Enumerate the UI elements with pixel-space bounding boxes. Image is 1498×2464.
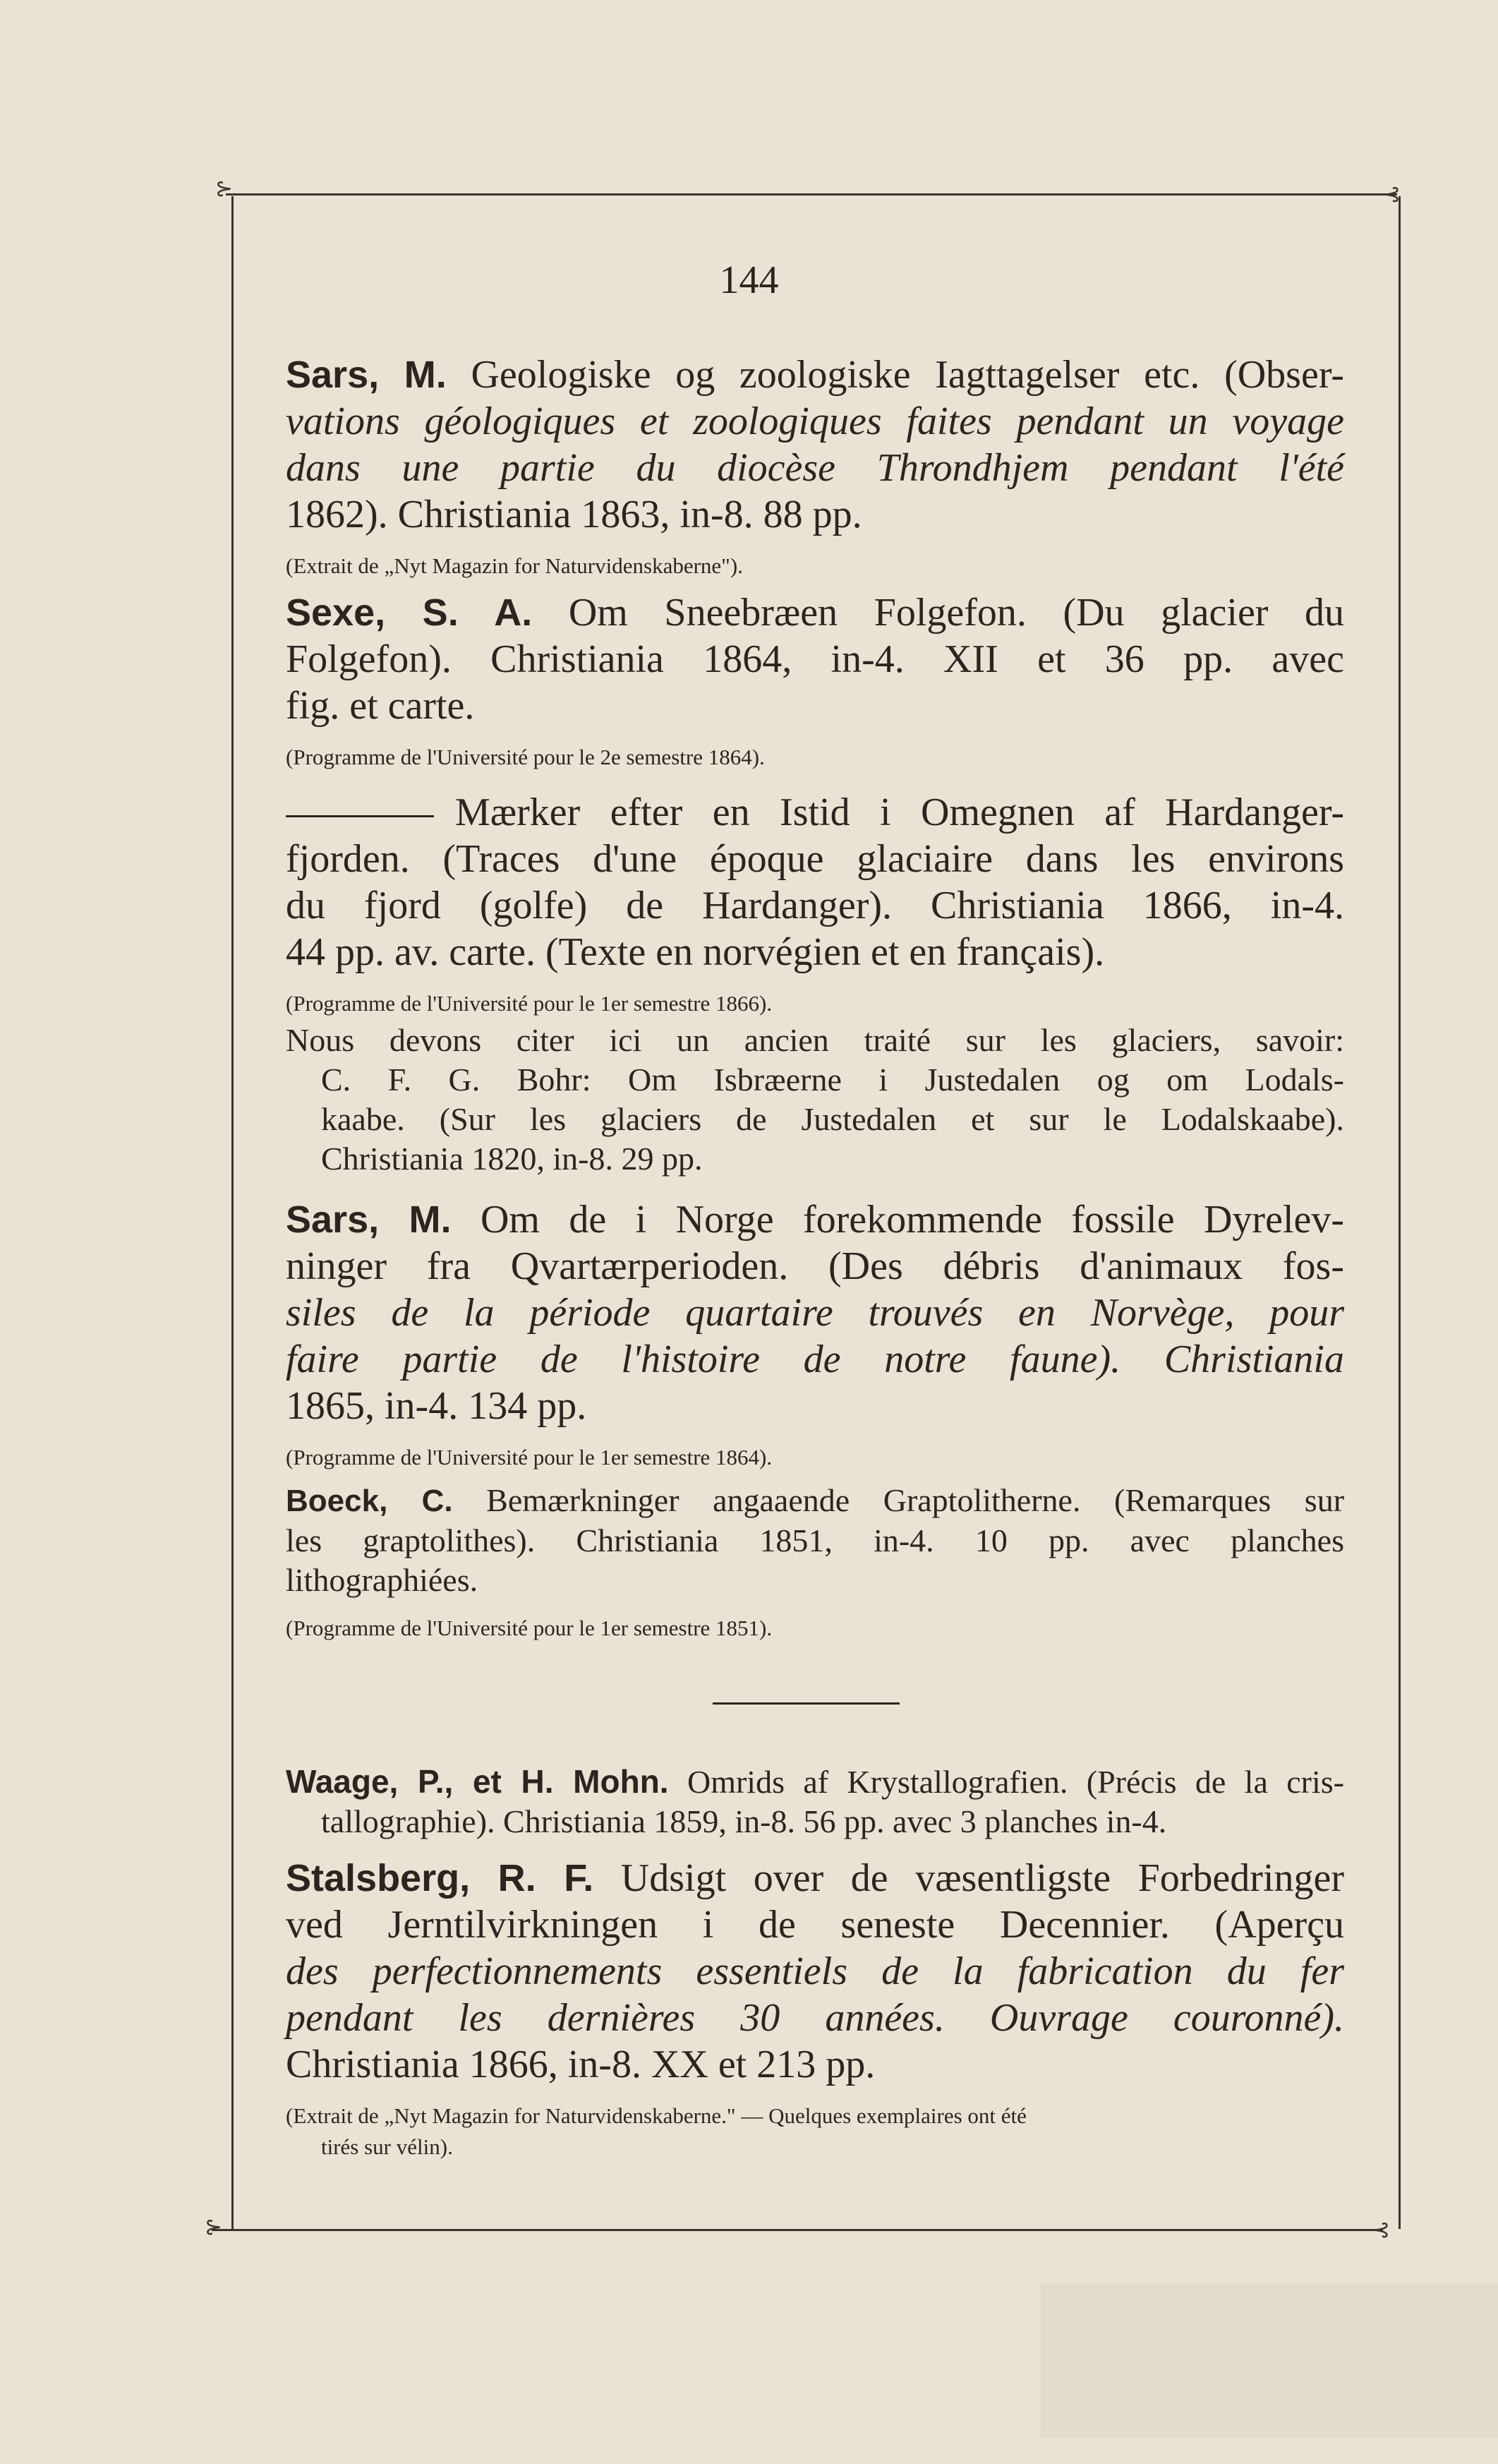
corner-ornament-bottom-right: ⊰ (1372, 2218, 1391, 2242)
entry-line (286, 445, 1344, 491)
entry-text: Mærker efter en Istid i Omegnen af Hardanger- (455, 791, 1344, 834)
entry-line (286, 2041, 1344, 2088)
entry-line (286, 1336, 1344, 1383)
entry-line (286, 1802, 1344, 1841)
entry-note: (Programme de l'Université pour le 1er semestre 1866). (286, 991, 773, 1016)
entry-line (286, 1995, 1344, 2041)
entry-text: Bemærkninger angaaende Graptolitherne. (Remarques sur (486, 1482, 1345, 1518)
frame-top-rule (226, 193, 1397, 196)
bibliography-entry-waage-mohn-1859 (286, 1762, 1344, 1841)
entry-line (286, 1855, 1344, 1901)
entry-text: Omrids af Krystallografien. (Précis de la cris- (687, 1764, 1344, 1800)
entry-note-continued: tirés sur vélin). (321, 2134, 453, 2159)
entry-text: les graptolithes). Christiania 1851, in-4. 10 pp. avec planches (286, 1522, 1344, 1558)
entry-text: du fjord (golfe) de Hardanger). Christiania 1866, in-4. (286, 884, 1344, 927)
entry-text: vations géologiques et zoologiques faites pendant un voyage (286, 399, 1344, 443)
bibliography-entry-sars-1862 (286, 351, 1344, 582)
page-number: 144 (719, 258, 779, 302)
bibliography-entry-sars-1865 (286, 1196, 1344, 1473)
entry-line (286, 398, 1344, 445)
entry-line (286, 1948, 1344, 1995)
entry-line (286, 1901, 1344, 1948)
entry-text: C. F. G. Bohr: Om Isbræerne i Justedalen og om Lodals- (321, 1062, 1344, 1098)
section-separator-rule (713, 1702, 900, 1705)
ditto-dash (286, 815, 434, 817)
entry-line (286, 836, 1344, 882)
entry-text: pendant les dernières 30 années. Ouvrage couronné). (286, 1996, 1344, 2040)
bibliography-entry-bohr-note (286, 1021, 1344, 1179)
entry-text: fig. et carte. (286, 684, 475, 728)
entry-text: Christiania 1820, in-8. 29 pp. (321, 1141, 703, 1177)
entry-text: faire partie de l'histoire de notre faune). Christiania (286, 1338, 1344, 1381)
entry-text: tallographie). Christiania 1859, in-8. 56 pp. avec 3 planches in-4. (321, 1803, 1167, 1839)
entry-line (286, 1196, 1344, 1243)
entry-text: dans une partie du diocèse Throndhjem pendant l'été (286, 446, 1344, 490)
entry-note: (Programme de l'Université pour le 2e semestre 1864). (286, 745, 765, 769)
frame-bottom-rule (212, 2229, 1383, 2231)
entry-line (286, 1100, 1344, 1139)
entry-author: Sars, M. (286, 1198, 452, 1241)
bibliography-entry-stalsberg-1866 (286, 1855, 1344, 2163)
entry-line (286, 1021, 1344, 1060)
entry-line (286, 491, 1344, 538)
entry-text: fjorden. (Traces d'une époque glaciaire dans les environs (286, 837, 1344, 881)
entry-line (286, 683, 1344, 729)
entry-line (286, 1561, 1344, 1600)
entry-text: Geologiske og zoologiske Iagttagelser etc. (Obser- (471, 353, 1344, 397)
frame-left-rule (231, 196, 234, 2229)
entry-line (286, 636, 1344, 683)
entry-text: 1865, in-4. 134 pp. (286, 1384, 587, 1428)
bibliography-entry-sexe-1866 (286, 789, 1344, 1019)
entry-line (286, 351, 1344, 398)
entry-text: Om de i Norge forekommende fossile Dyrelev- (480, 1198, 1344, 1242)
corner-ornament-top-right: ⊰ (1383, 182, 1401, 207)
entry-author: Boeck, C. (286, 1484, 453, 1518)
entry-line (286, 1762, 1344, 1802)
entry-text: 1862). Christiania 1863, in-8. 88 pp. (286, 493, 862, 536)
entry-author: Sexe, S. A. (286, 591, 533, 634)
entry-text: siles de la période quartaire trouvés en Norvège, pour (286, 1291, 1344, 1335)
frame-right-rule (1399, 196, 1401, 2229)
corner-ornament-top-left: ⊱ (215, 176, 234, 201)
entry-note: (Extrait de „Nyt Magazin for Naturvidenskaberne"). (286, 553, 743, 578)
entry-text: ninger fra Qvartærperioden. (Des débris d'animaux fos- (286, 1244, 1344, 1288)
entry-line (286, 1521, 1344, 1561)
entry-text: Christiania 1866, in-8. XX et 213 pp. (286, 2043, 876, 2086)
bibliography-entry-sexe-1864 (286, 589, 1344, 773)
entry-line (286, 1383, 1344, 1429)
entry-text: Udsigt over de væsentligste Forbedringer (620, 1856, 1344, 1900)
entry-line (286, 1060, 1344, 1100)
entry-text: Nous devons citer ici un ancien traité sur les glaciers, savoir: (286, 1022, 1344, 1058)
entry-line (286, 882, 1344, 929)
entry-line (286, 1290, 1344, 1336)
entry-line (286, 1481, 1344, 1521)
entry-line (286, 1139, 1344, 1179)
entry-line (286, 789, 1344, 836)
entry-line (286, 929, 1344, 975)
entry-author: Sars, M. (286, 354, 447, 396)
entry-text: des perfectionnements essentiels de la fabrication du fer (286, 1949, 1344, 1993)
corner-ornament-bottom-left: ⊱ (205, 2215, 223, 2240)
entry-text: Om Sneebræen Folgefon. (Du glacier du (568, 591, 1345, 635)
entry-text: ved Jerntilvirkningen i de seneste Decennier. (Aperçu (286, 1903, 1344, 1947)
entry-note: (Extrait de „Nyt Magazin for Naturvidenskaberne." — Quelques exemplaires ont été (286, 2103, 1027, 2128)
bibliography-entry-boeck-1851 (286, 1481, 1344, 1644)
entry-author: Waage, P., et H. Mohn. (286, 1763, 669, 1800)
entry-author: Stalsberg, R. F. (286, 1857, 594, 1899)
entry-line (286, 1243, 1344, 1290)
entry-text: Folgefon). Christiania 1864, in-4. XII et 36 pp. avec (286, 637, 1344, 681)
entry-text: lithographiées. (286, 1562, 478, 1598)
entry-note: (Programme de l'Université pour le 1er semestre 1864). (286, 1445, 773, 1470)
entry-line (286, 589, 1344, 636)
entry-text: kaabe. (Sur les glaciers de Justedalen et sur le Lodalskaabe). (321, 1101, 1344, 1137)
entry-text: 44 pp. av. carte. (Texte en norvégien et en français). (286, 930, 1105, 974)
entry-note: (Programme de l'Université pour le 1er semestre 1851). (286, 1616, 773, 1640)
scan-margin-shade (1041, 2283, 1498, 2439)
